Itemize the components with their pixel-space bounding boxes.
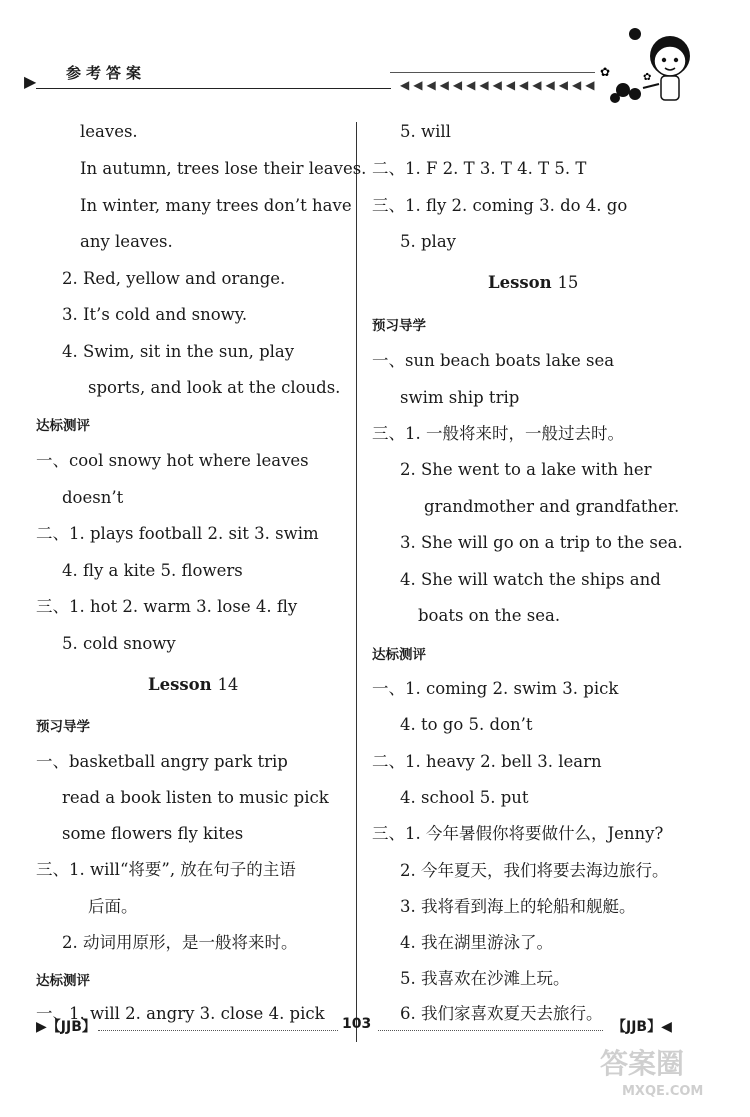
watermark-url: MXQE.COM [622,1084,704,1099]
answer-line: 5. 我喜欢在沙滩上玩。 [400,969,570,988]
section-heading: 预习导学 [372,318,426,334]
footer-right-label: 【JJB】◀ [612,1019,672,1035]
answer-line: In winter, many trees don’t have [80,196,352,215]
lesson-number: 15 [557,273,579,292]
answer-line: any leaves. [80,232,173,251]
answer-line: 4. fly a kite 5. flowers [62,561,243,580]
header-chevrons: ◀◀◀◀◀◀◀◀◀◀◀◀◀◀◀ [400,78,599,92]
footer-left-text: 【JJB】 [46,1019,96,1035]
mascot-girl-icon [595,28,695,108]
header-rule-right [390,72,595,73]
lesson-label: Lesson [148,675,212,694]
header-rule [36,88,391,89]
watermark-logo: 答案圈 [600,1047,685,1080]
answer-line: 一、1. will 2. angry 3. close 4. pick [36,1004,325,1023]
answer-line: 三、1. hot 2. warm 3. lose 4. fly [36,597,298,616]
header-arrow-icon: ▶ [24,72,37,91]
answer-line: 5. cold snowy [62,634,176,653]
answer-line: boats on the sea. [418,606,561,625]
answer-line: 6. 我们家喜欢夏天去旅行。 [400,1004,603,1023]
section-heading: 达标测评 [36,973,90,989]
svg-text:✿: ✿ [643,72,652,83]
answer-line: 二、1. heavy 2. bell 3. learn [372,752,602,771]
answer-line: some flowers fly kites [62,824,244,843]
answer-line: 一、sun beach boats lake sea [372,351,615,370]
answer-line: In autumn, trees lose their leaves. [80,159,367,178]
answer-line: 二、1. plays football 2. sit 3. swim [36,524,319,543]
answer-line: 三、1. fly 2. coming 3. do 4. go [372,196,628,215]
footer-dotted-rule [98,1030,338,1031]
footer-right-text: 【JJB】 [612,1019,662,1035]
answer-line: 2. 动词用原形，是一般将来时。 [62,933,298,952]
lesson-title [148,675,238,695]
answer-line: read a book listen to music pick [62,788,329,807]
answer-line: swim ship trip [400,388,520,407]
lesson-label: Lesson [488,273,552,292]
section-heading: 达标测评 [36,418,90,434]
answer-line: 3. She will go on a trip to the sea. [400,533,683,552]
column-divider [356,122,357,1042]
answer-line: 2. 今年夏天，我们将要去海边旅行。 [400,861,669,880]
page-number: 103 [342,1016,372,1032]
svg-text:✿: ✿ [600,65,611,79]
lesson-title [488,273,578,293]
header-title: 参考答案 [66,64,147,82]
footer-left-label: ▶【JJB】 [36,1019,96,1035]
answer-line: 一、basketball angry park trip [36,752,288,771]
footer-dotted-rule [378,1030,603,1031]
answer-line: 5. will [400,122,451,141]
answer-line: 4. 我在湖里游泳了。 [400,933,553,952]
answer-line: doesn’t [62,488,124,507]
answer-line: 后面。 [88,897,138,916]
answer-line: 4. to go 5. don’t [400,715,533,734]
answer-line: 4. school 5. put [400,788,529,807]
answer-line: 3. 我将看到海上的轮船和舰艇。 [400,897,636,916]
lesson-number: 14 [217,675,239,694]
answer-line: 三、1. 今年暑假你将要做什么，Jenny? [372,824,664,843]
answer-line: 2. She went to a lake with her [400,460,652,479]
answer-line: leaves. [80,122,138,141]
answer-line: grandmother and grandfather. [424,497,680,516]
answer-line: 4. She will watch the ships and [400,570,661,589]
answer-line: 5. play [400,232,456,251]
page-header [0,0,750,115]
answer-line: 一、cool snowy hot where leaves [36,451,309,470]
answer-line: 3. It’s cold and snowy. [62,305,248,324]
answer-line: 三、1. will“将要”, 放在句子的主语 [36,860,296,879]
answer-line: sports, and look at the clouds. [88,378,341,397]
section-heading: 达标测评 [372,647,426,663]
answer-line: 4. Swim, sit in the sun, play [62,342,295,361]
answer-line: 二、1. F 2. T 3. T 4. T 5. T [372,159,587,178]
answer-line: 一、1. coming 2. swim 3. pick [372,679,619,698]
section-heading: 预习导学 [36,719,90,735]
answer-line: 三、1. 一般将来时，一般过去时。 [372,424,624,443]
answer-line: 2. Red, yellow and orange. [62,269,286,288]
